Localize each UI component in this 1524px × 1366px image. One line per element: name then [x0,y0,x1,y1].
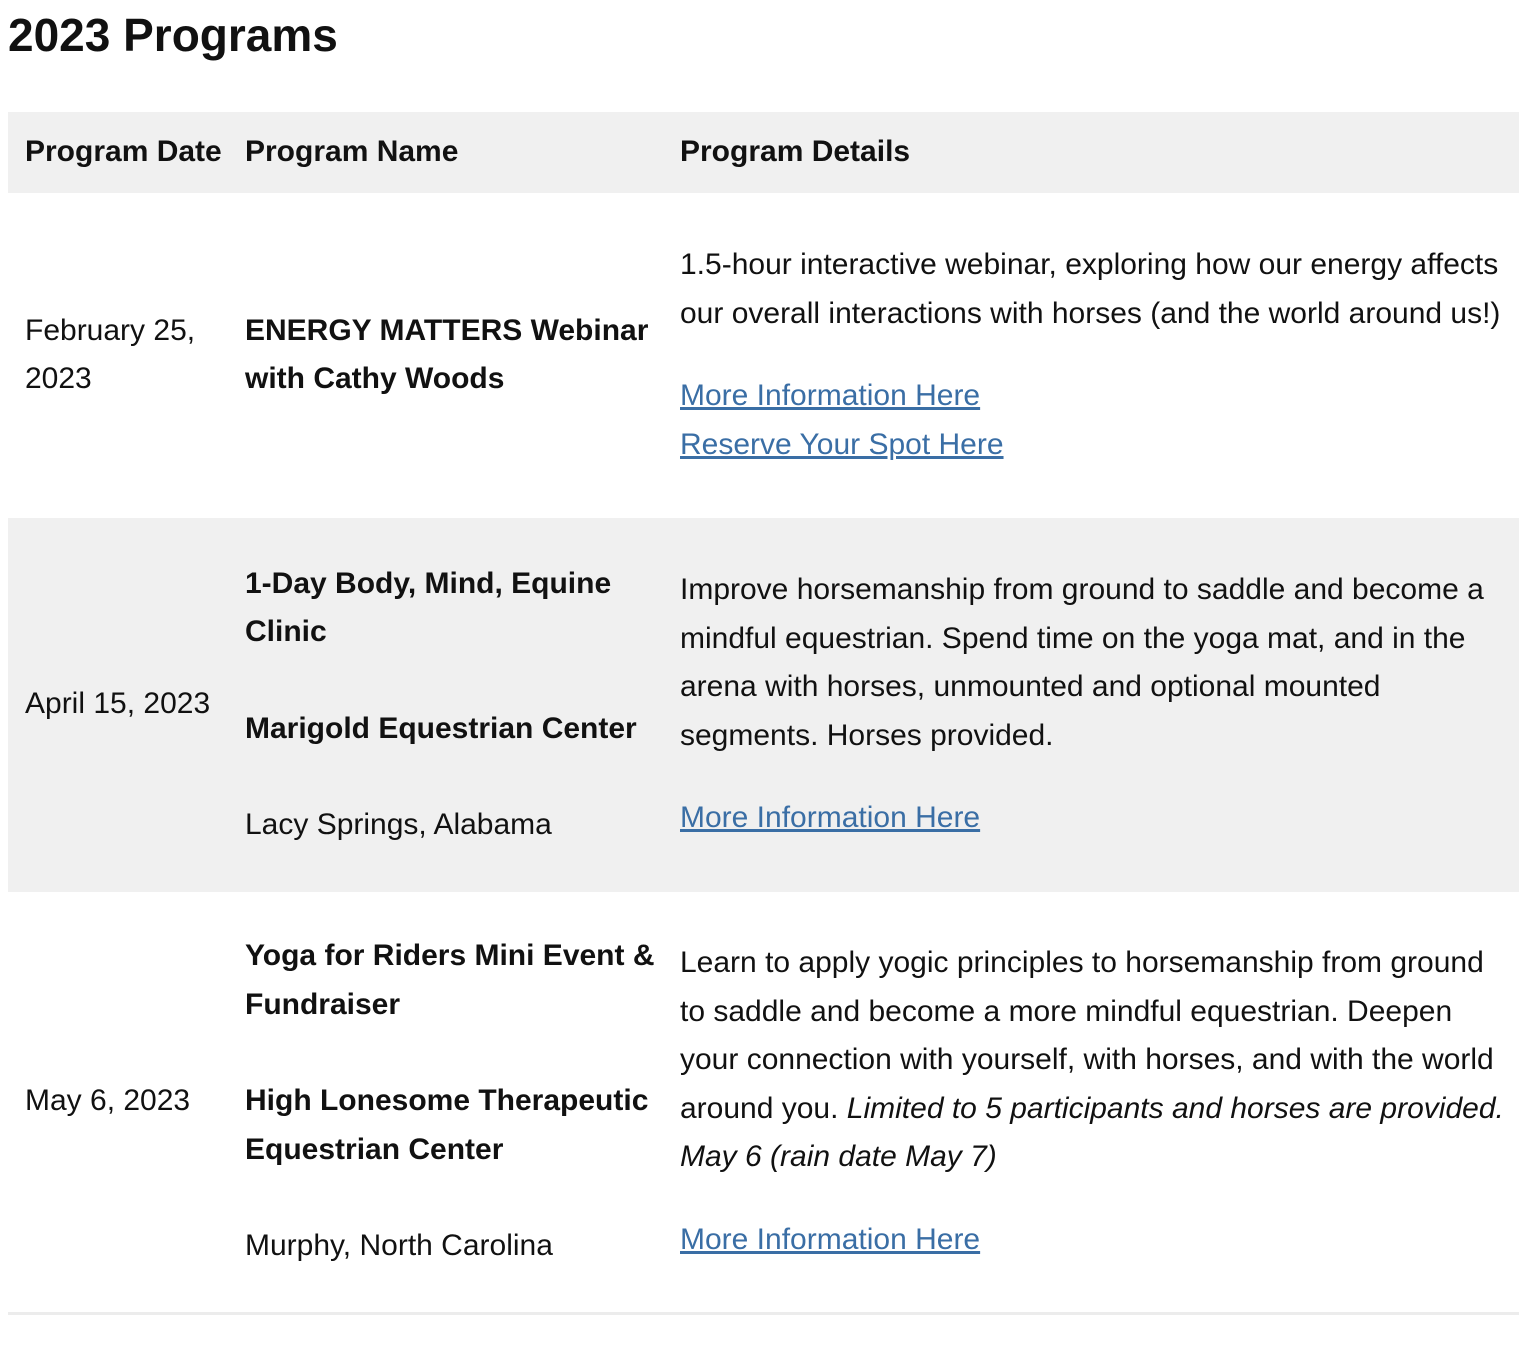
spacer [245,1174,655,1222]
program-details-text: Improve horsemanship from ground to saddle and become a mindful equestrian. Spend time on the yoga mat, and in the arena with horses, unmounted and optional mounted segments. Horses provided. [680,573,1484,752]
program-date: April 15, 2023 [25,687,211,721]
program-name: ENERGY MATTERS Webinar with Cathy Woods [245,313,649,395]
program-details-text: 1.5-hour interactive webinar, exploring how our energy affects our overall interactions with horses (and the world around us!) [680,248,1501,330]
program-date: May 6, 2023 [25,1084,191,1118]
more-information-link[interactable]: More Information Here [680,379,981,412]
program-date-cell [8,193,228,518]
header-program-name: Program Name [245,135,459,168]
spacer [245,1029,655,1077]
program-location: Lacy Springs, Alabama [245,808,552,841]
program-location: Murphy, North Carolina [245,1229,553,1263]
program-date-cell [8,892,228,1314]
spacer [680,1182,1505,1216]
more-information-link[interactable]: More Information Here [680,801,981,835]
program-details-cell [655,518,1519,892]
program-details-italic-date: May 6 (rain date May 7) [680,1140,997,1173]
program-details-italic: Limited to 5 participants and horses are provided. [846,1091,1504,1125]
program-name-cell [228,193,655,518]
spacer [245,657,655,705]
program-details-cell [655,892,1519,1314]
header-program-details: Program Details [680,135,911,168]
table-row [8,892,1519,1314]
program-name-cell [228,892,655,1314]
program-details-paragraph [680,939,1505,1182]
table-header-row [8,112,1519,193]
program-name: 1-Day Body, Mind, Equine Clinic [245,566,612,648]
page-title: 2023 Programs [8,9,338,61]
program-details-cell [655,193,1519,518]
spacer [680,338,1505,372]
program-venue: Marigold Equestrian Center [245,711,637,745]
program-date: February 25, 2023 [25,313,196,395]
program-name-cell [228,518,655,892]
more-information-link[interactable]: More Information Here [680,1222,981,1256]
program-details-text: Learn to apply yogic principles to horsemanship from ground to saddle and become a more mindful equestrian. Deepen your connection with yourself, with horses, and with the world around you. [680,946,1494,1125]
spacer [245,753,655,801]
program-name: Yoga for Riders Mini Event & Fundraiser [245,939,655,1021]
header-program-date: Program Date [25,135,222,168]
table-row [8,518,1519,892]
spacer [680,760,1505,794]
table-row [8,193,1519,518]
reserve-spot-link[interactable]: Reserve Your Spot Here [680,427,1004,461]
program-venue: High Lonesome Therapeutic Equestrian Center [245,1084,649,1166]
program-date-cell [8,518,228,892]
programs-table [8,112,1519,1315]
